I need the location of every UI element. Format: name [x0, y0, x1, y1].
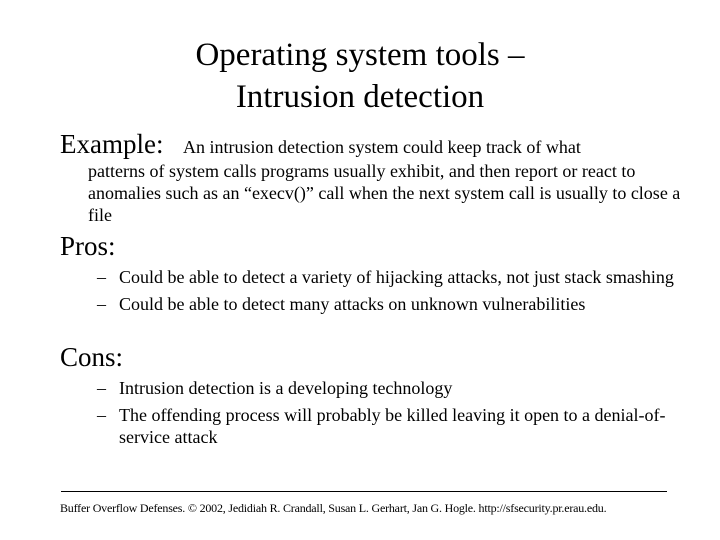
pros-item [97, 266, 687, 288]
pros-item-text: Could be able to detect many attacks on unknown vulnerabilities [119, 294, 586, 314]
example-body-text: patterns of system calls programs usually exhibit, and then report or react to anomalies such as an “execv()” call when the next system call is usually to close a file [88, 161, 681, 225]
bullet-dash: – [97, 405, 106, 425]
slide-title [0, 34, 720, 118]
cons-item-text: The offending process will probably be killed leaving it open to a denial-of-service attack [119, 405, 666, 447]
bullet-dash: – [97, 267, 106, 287]
footer-divider [61, 491, 667, 492]
pros-list [97, 266, 687, 320]
cons-item [97, 404, 687, 448]
cons-item-text: Intrusion detection is a developing technology [119, 378, 453, 398]
footer-citation: Buffer Overflow Defenses. © 2002, Jedidiah R. Crandall, Susan L. Gerhart, Jan G. Hogle. http://sfsecurity.pr.erau.edu. [60, 501, 607, 515]
bullet-dash: – [97, 378, 106, 398]
slide-title-line-2: Intrusion detection [235, 79, 485, 115]
example-lead-text: An intrusion detection system could keep track of what [183, 137, 581, 157]
cons-list [97, 377, 687, 453]
cons-item [97, 377, 687, 399]
example-label: Example: [60, 129, 164, 159]
cons-label: Cons: [60, 342, 124, 372]
pros-item [97, 293, 687, 315]
pros-item-text: Could be able to detect a variety of hijacking attacks, not just stack smashing [119, 267, 674, 287]
pros-label: Pros: [60, 231, 116, 261]
slide-title-line-1: Operating system tools – [195, 37, 525, 73]
bullet-dash: – [97, 294, 106, 314]
